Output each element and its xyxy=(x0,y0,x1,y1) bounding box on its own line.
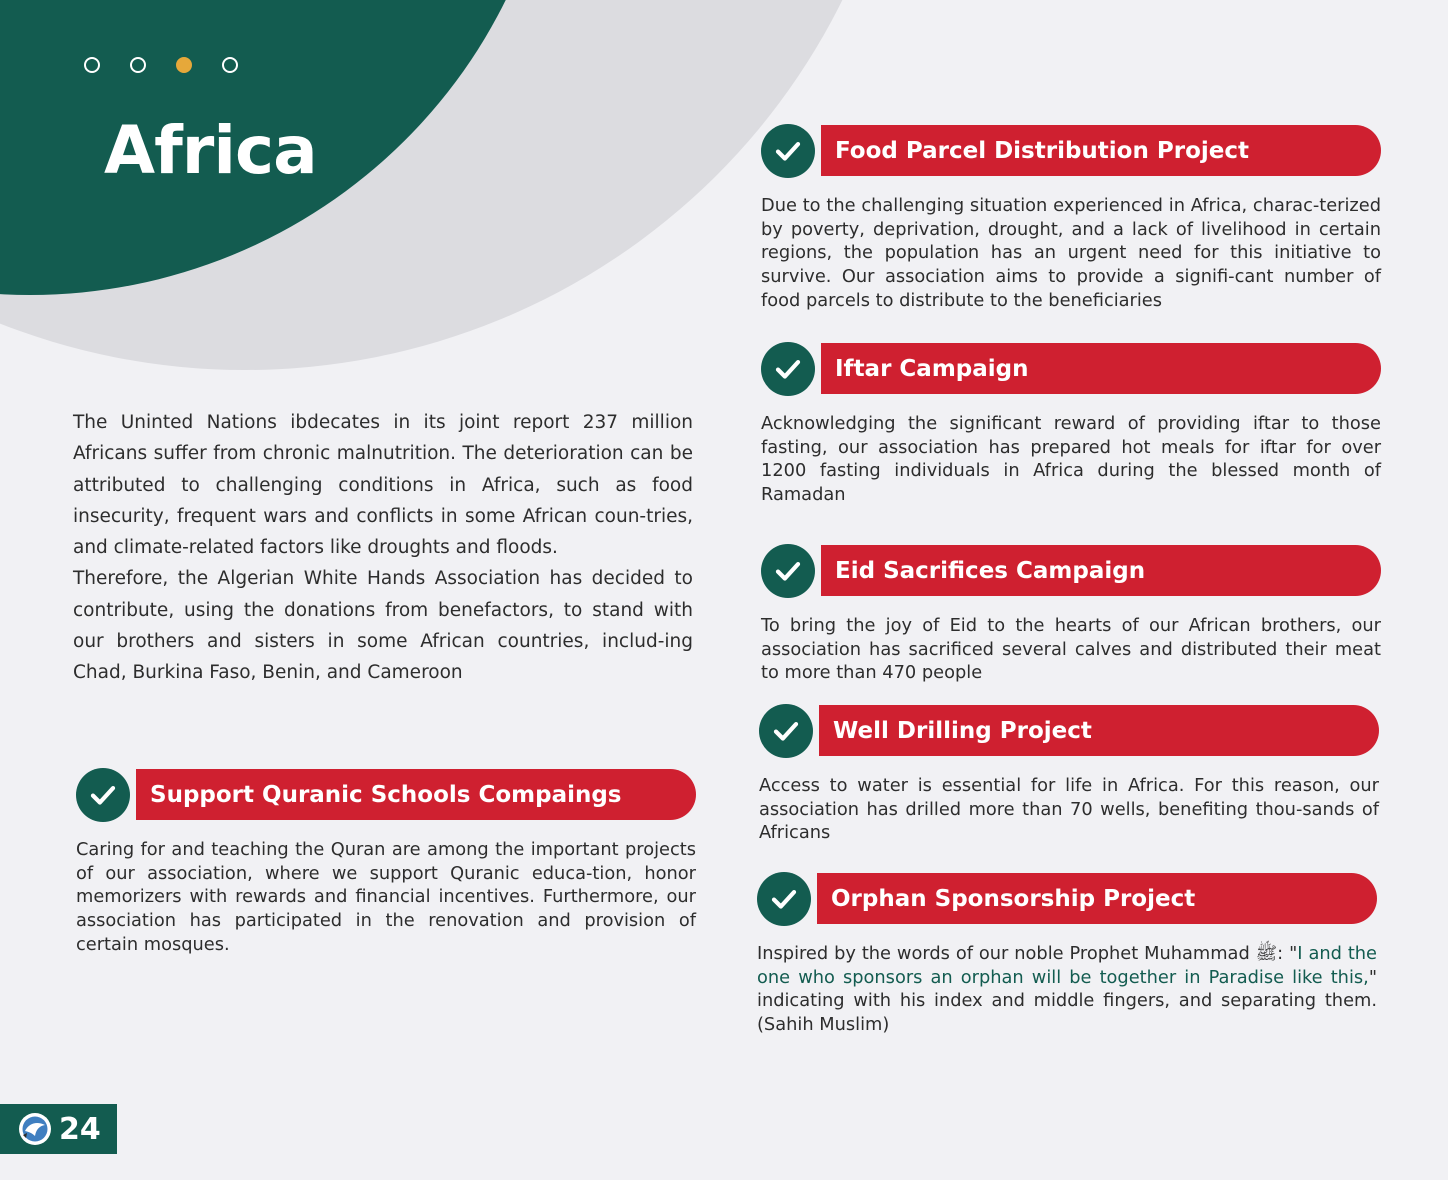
check-circle-icon xyxy=(757,872,811,926)
section-orphan-sponsorship xyxy=(757,872,1377,1037)
section-title: Eid Sacrifices Campaign xyxy=(835,557,1146,584)
section-eid-sacrifices xyxy=(761,544,1381,685)
section-description: To bring the joy of Eid to the hearts of our African brothers, our association has sacrificed several calves and distributed their meat to more than 470 people xyxy=(761,615,1381,684)
section-food-parcel xyxy=(761,124,1381,313)
pagination-dot-3-active xyxy=(176,57,192,73)
page-title: Africa xyxy=(104,112,317,189)
orphan-text-before: Inspired by the words of our noble Prophet Muhammad ﷺ: " xyxy=(757,943,1298,964)
check-circle-icon xyxy=(761,342,815,396)
section-title: Iftar Campaign xyxy=(835,355,1029,382)
section-description: Due to the challenging situation experienced in Africa, charac-terized by poverty, deprivation, drought, and a lack of livelihood in certain regions, the population has an urgent need for this initiative to survive. Our association aims to provide a signifi-cant number of food parcels to distribute to the beneficiaries xyxy=(761,195,1381,311)
section-quranic-schools xyxy=(76,768,696,957)
section-banner xyxy=(819,705,1379,756)
check-circle-icon xyxy=(761,544,815,598)
section-header xyxy=(761,544,1381,598)
section-banner xyxy=(136,769,696,820)
intro-paragraph-1: The Uninted Nations ibdecates in its joint report 237 million Africans suffer from chronic malnutrition. The deterioration can be attributed to challenging conditions in Africa, such as food insecurity, frequent wars and conflicts in some African coun-tries, and climate-related factors like droughts and floods. xyxy=(73,412,693,559)
section-description xyxy=(757,942,1377,1037)
section-iftar-campaign xyxy=(761,342,1381,507)
intro-paragraph-2: Therefore, the Algerian White Hands Association has decided to contribute, using the donations from benefactors, to stand with our brothers and sisters in some African countries, includ-ing Chad, Burkina Faso, Benin, and Cameroon xyxy=(73,568,693,684)
pagination-dots xyxy=(84,57,238,73)
section-banner xyxy=(821,125,1381,176)
section-title: Orphan Sponsorship Project xyxy=(831,885,1196,912)
section-banner xyxy=(817,873,1377,924)
page-footer xyxy=(0,1104,117,1154)
section-header xyxy=(76,768,696,822)
section-description: Access to water is essential for life in Africa. For this reason, our association has drilled more than 70 wells, benefiting thou-sands of Africans xyxy=(759,775,1379,844)
section-header xyxy=(757,872,1377,926)
association-logo-icon xyxy=(17,1111,53,1147)
pagination-dot-4 xyxy=(222,57,238,73)
section-banner xyxy=(821,545,1381,596)
section-title: Well Drilling Project xyxy=(833,717,1092,744)
page-number: 24 xyxy=(59,1111,101,1147)
section-well-drilling xyxy=(759,704,1379,845)
hadith-quote: I and the one who sponsors an orphan will be together in Paradise like this, xyxy=(757,943,1377,988)
check-circle-icon xyxy=(761,124,815,178)
section-header xyxy=(761,124,1381,178)
section-banner xyxy=(821,343,1381,394)
section-description: Acknowledging the significant reward of providing iftar to those fasting, our association has prepared hot meals for iftar for over 1200 fasting individuals in Africa during the blessed month of Ramadan xyxy=(761,413,1381,506)
section-title: Food Parcel Distribution Project xyxy=(835,137,1249,164)
check-circle-icon xyxy=(759,704,813,758)
intro-text xyxy=(73,407,693,689)
check-circle-icon xyxy=(76,768,130,822)
pagination-dot-2 xyxy=(130,57,146,73)
pagination-dot-1 xyxy=(84,57,100,73)
orphan-text-after: " indicating with his index and middle fingers, and separating them. (Sahih Muslim) xyxy=(757,966,1377,1036)
section-header xyxy=(761,342,1381,396)
section-title: Support Quranic Schools Compaings xyxy=(150,781,622,808)
section-header xyxy=(759,704,1379,758)
section-description: Caring for and teaching the Quran are among the important projects of our association, where we support Quranic educa-tion, honor memorizers with rewards and financial incentives. Furthermore, our association has participated in the renovation and provision of certain mosques. xyxy=(76,839,696,955)
